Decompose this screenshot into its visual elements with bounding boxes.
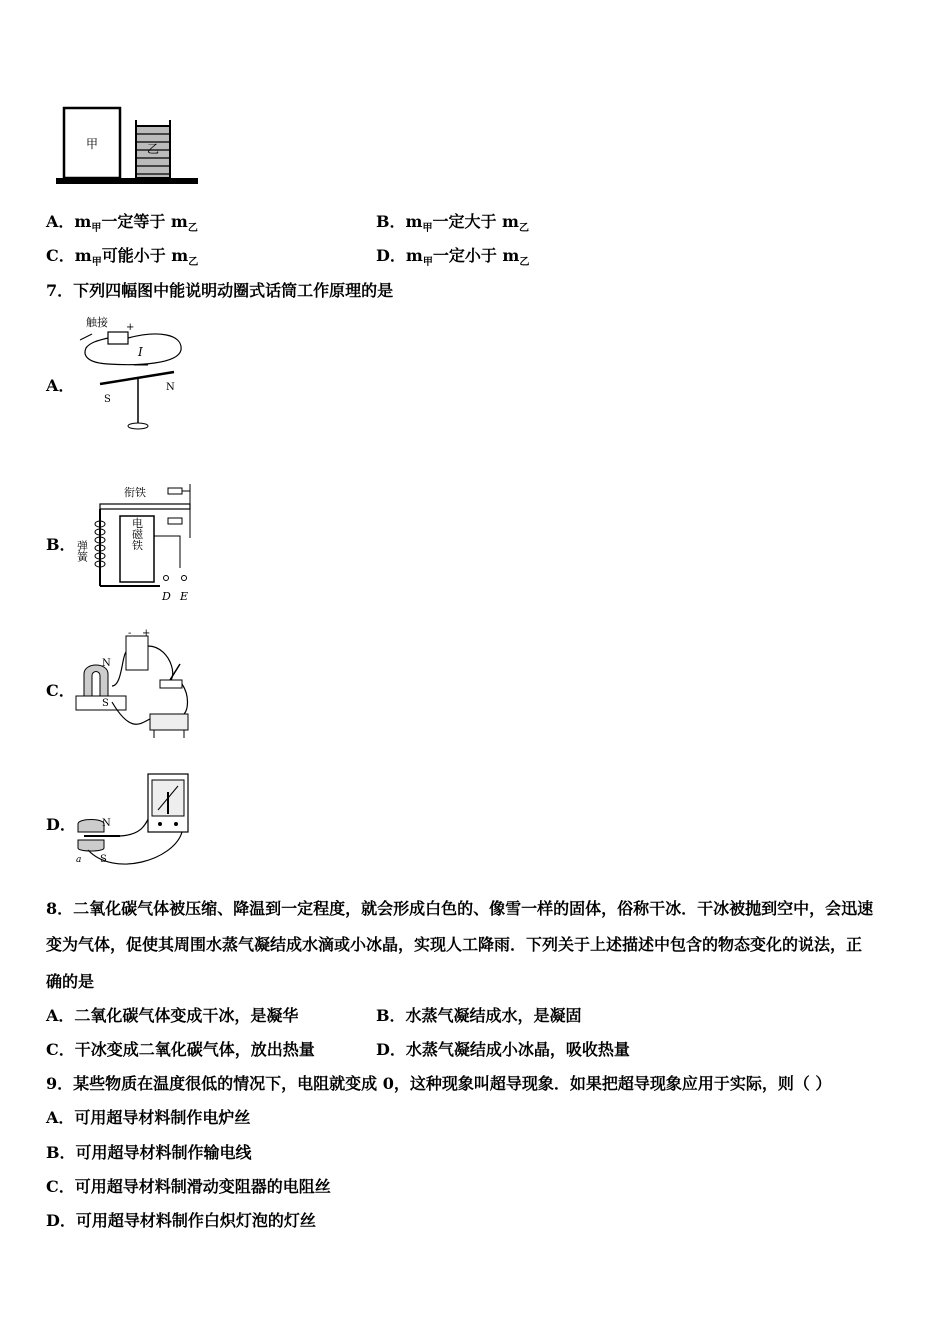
magnet-bottom bbox=[78, 840, 104, 851]
svg-text:E: E bbox=[180, 590, 189, 603]
q8-option-a[interactable]: A．二氧化碳气体变成干冰，是凝华 bbox=[46, 1006, 299, 1025]
q7-figure-c-motor bbox=[72, 626, 192, 744]
q7-figure-d-induction bbox=[74, 770, 192, 878]
q6-option-c[interactable]: C．$m_甲$可能小于 $m_乙$ bbox=[46, 246, 199, 268]
q7-option-d-key[interactable]: D． bbox=[46, 815, 76, 834]
q8-option-d[interactable]: D．水蒸气凝结成小冰晶，吸收热量 bbox=[376, 1040, 630, 1059]
svg-text:电磁铁: 电磁铁 bbox=[130, 517, 144, 551]
q7-option-b-key[interactable]: B． bbox=[46, 535, 76, 554]
svg-text:+: + bbox=[142, 628, 151, 639]
svg-text:衔铁: 衔铁 bbox=[124, 486, 146, 499]
svg-text:D: D bbox=[162, 590, 171, 603]
ground-line bbox=[56, 178, 198, 184]
svg-text:弹簧: 弹簧 bbox=[75, 540, 89, 562]
q9-option-d[interactable]: D．可用超导材料制作白炽灯泡的灯丝 bbox=[46, 1211, 316, 1230]
horseshoe-magnet bbox=[84, 665, 108, 696]
switch bbox=[160, 680, 182, 688]
q6-option-a[interactable]: A．$m_甲$一定等于 $m_乙$ bbox=[46, 212, 198, 234]
svg-text:S: S bbox=[100, 854, 107, 865]
svg-text:-: - bbox=[128, 628, 132, 639]
q8-stem-line2: 变为气体，促使其周围水蒸气凝结成水滴或小冰晶，实现人工降雨．下列关于上述描述中包含的物态变化的说法，正 bbox=[46, 935, 863, 954]
svg-text:N: N bbox=[166, 382, 175, 393]
q9-stem: 9．某些物质在温度很低的情况下，电阻就变成 0，这种现象叫超导现象．如果把超导现象应用于实际，则（ ） bbox=[46, 1074, 832, 1093]
q7-figure-b-electromagnet bbox=[75, 478, 195, 608]
q7-option-c-key[interactable]: C． bbox=[46, 681, 75, 700]
svg-text:I: I bbox=[138, 345, 143, 359]
label-yi: 乙 bbox=[146, 142, 160, 156]
q8-stem-line3: 确的是 bbox=[46, 972, 95, 991]
q7-stem: 7．下列四幅图中能说明动圈式话筒工作原理的是 bbox=[46, 281, 394, 300]
q7-option-a-key[interactable]: A． bbox=[46, 376, 75, 395]
svg-text:S: S bbox=[102, 698, 109, 709]
label-touch: 触接 bbox=[86, 316, 108, 329]
svg-text:N: N bbox=[102, 818, 111, 829]
battery bbox=[108, 332, 128, 344]
q6-figure-blocks bbox=[52, 100, 202, 190]
svg-text:S: S bbox=[104, 394, 111, 405]
q8-option-c[interactable]: C．干冰变成二氧化碳气体，放出热量 bbox=[46, 1040, 315, 1059]
rheostat bbox=[150, 714, 188, 730]
q6-option-b[interactable]: B．$m_甲$一定大于 $m_乙$ bbox=[376, 212, 529, 234]
svg-text:a: a bbox=[76, 855, 82, 865]
q9-option-c[interactable]: C．可用超导材料制滑动变阻器的电阻丝 bbox=[46, 1177, 331, 1196]
base-board bbox=[76, 696, 126, 710]
armature-bar bbox=[100, 504, 190, 509]
q9-option-a[interactable]: A．可用超导材料制作电炉丝 bbox=[46, 1108, 251, 1127]
q9-option-b[interactable]: B．可用超导材料制作输电线 bbox=[46, 1143, 252, 1162]
wire-loop bbox=[85, 334, 181, 365]
q6-option-d[interactable]: D．$m_甲$一定小于 $m_乙$ bbox=[376, 246, 530, 268]
svg-text:N: N bbox=[102, 658, 111, 669]
q8-option-b[interactable]: B．水蒸气凝结成水，是凝固 bbox=[376, 1006, 582, 1025]
svg-text:+: + bbox=[126, 322, 135, 333]
q8-stem-line1: 8．二氧化碳气体被压缩、降温到一定程度，就会形成白色的、像雪一样的固体，俗称干冰．干冰被抛到空中，会迅速 bbox=[46, 899, 874, 918]
battery-box bbox=[126, 636, 148, 670]
compass-needle bbox=[100, 372, 174, 384]
label-jia: 甲 bbox=[85, 137, 99, 151]
magnet-top bbox=[78, 820, 104, 833]
q7-figure-a-oersted bbox=[78, 312, 188, 434]
